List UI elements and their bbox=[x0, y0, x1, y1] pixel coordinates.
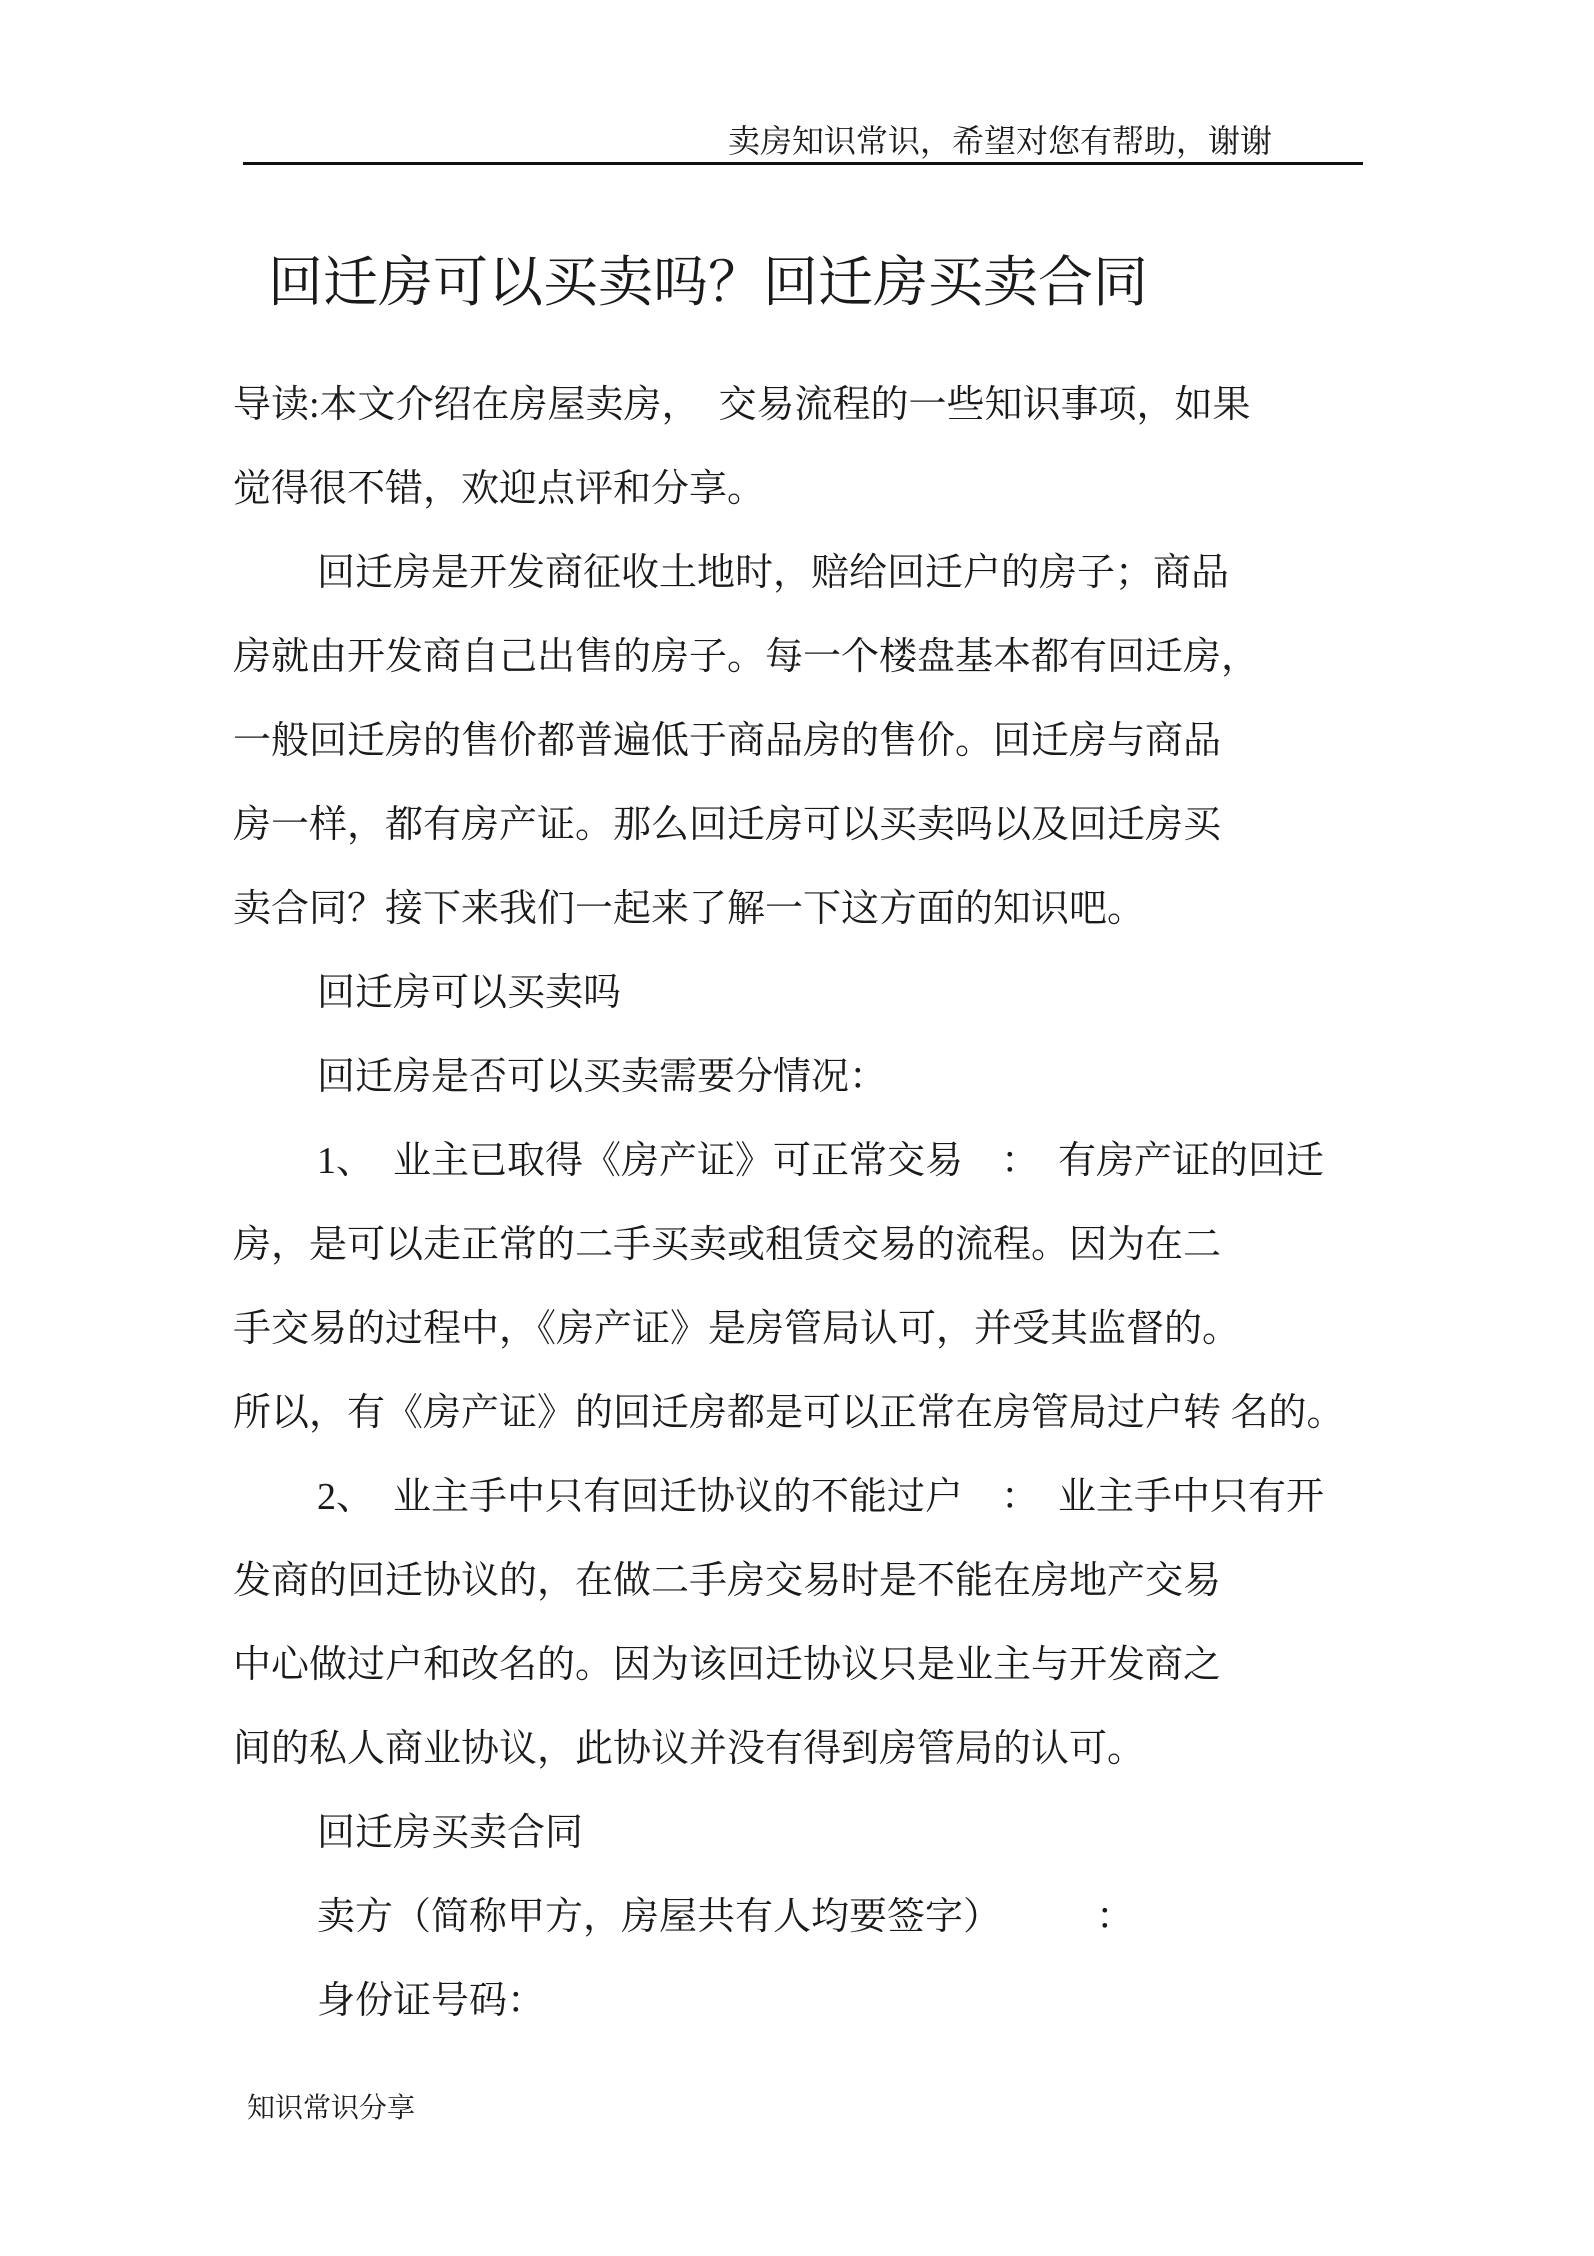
body-line: 手交易的过程中，《房产证》是房管局认可，并受其监督的。 bbox=[233, 1308, 1241, 1350]
page-title: 回迁房可以买卖吗？回迁房买卖合同 bbox=[268, 252, 1149, 313]
body-line: 1、 业主已取得《房产证》可正常交易 ： 有房产证的回迁 bbox=[317, 1140, 1325, 1182]
body-line: 身份证号码： bbox=[317, 1980, 546, 2022]
body-line: 一般回迁房的售价都普遍低于商品房的售价。回迁房与商品 bbox=[233, 720, 1222, 762]
page-footer-note: 知识常识分享 bbox=[247, 2093, 416, 2124]
body-line: 中心做过户和改名的。因为该回迁协议只是业主与开发商之 bbox=[233, 1644, 1222, 1686]
body-line: 回迁房是开发商征收土地时，赔给回迁户的房子；商品 bbox=[317, 552, 1230, 594]
body-line: 房就由开发商自己出售的房子。每一个楼盘基本都有回迁房， bbox=[233, 636, 1260, 678]
body-line: 觉得很不错，欢迎点评和分享。 bbox=[233, 468, 766, 510]
body-line: 卖方（简称甲方，房屋共有人均要签字） ： bbox=[317, 1896, 1135, 1938]
body-line: 房，是可以走正常的二手买卖或租赁交易的流程。因为在二 bbox=[233, 1224, 1222, 1266]
body-line: 所以，有《房产证》的回迁房都是可以正常在房管局过户转 名的。 bbox=[233, 1392, 1345, 1434]
body-line: 卖合同？接下来我们一起来了解一下这方面的知识吧。 bbox=[233, 888, 1146, 930]
body-line: 间的私人商业协议，此协议并没有得到房管局的认可。 bbox=[233, 1728, 1146, 1770]
body-line: 2、 业主手中只有回迁协议的不能过户 ： 业主手中只有开 bbox=[317, 1476, 1325, 1518]
body-line: 发商的回迁协议的，在做二手房交易时是不能在房地产交易 bbox=[233, 1560, 1222, 1602]
document-body bbox=[233, 363, 1443, 2043]
header-divider bbox=[243, 162, 1363, 165]
body-line: 导读:本文介绍在房屋卖房， 交易流程的一些知识事项，如果 bbox=[233, 384, 1251, 426]
body-line: 回迁房买卖合同 bbox=[317, 1812, 584, 1854]
body-line: 回迁房可以买卖吗 bbox=[317, 972, 622, 1014]
body-line: 回迁房是否可以买卖需要分情况： bbox=[317, 1056, 888, 1098]
page-header-note: 卖房知识常识，希望对您有帮助，谢谢 bbox=[727, 123, 1272, 159]
body-line: 房一样，都有房产证。那么回迁房可以买卖吗以及回迁房买 bbox=[233, 804, 1222, 846]
